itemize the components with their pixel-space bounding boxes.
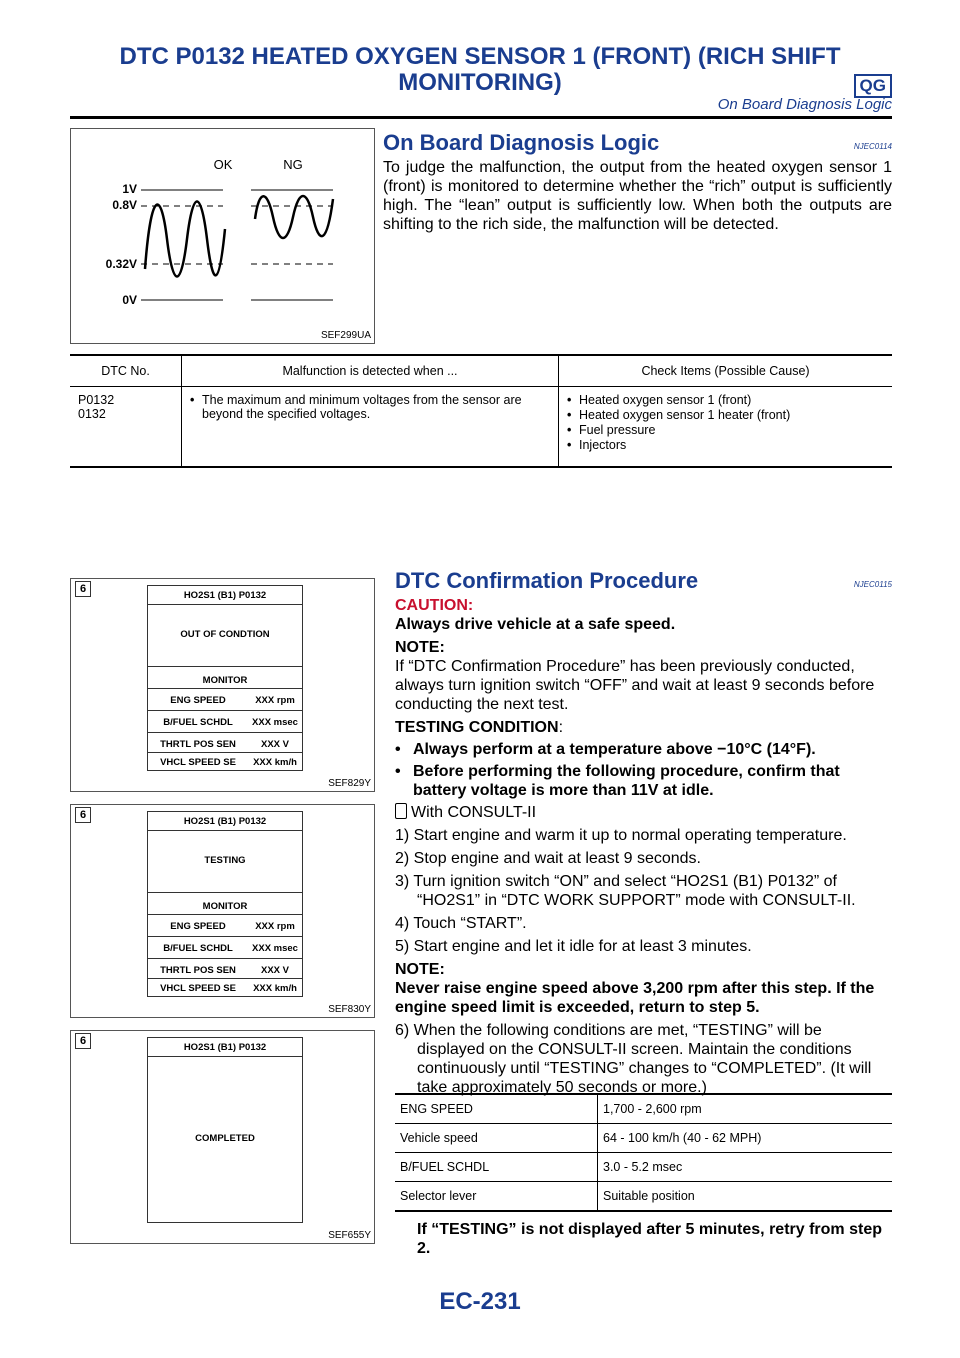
screen-figure-2: [70, 804, 375, 1018]
figure-number: 6: [75, 1033, 91, 1049]
table-row: [148, 688, 302, 709]
caution-text: Always drive vehicle at a safe speed.: [395, 616, 676, 633]
screen-title: HO2S1 (B1) P0132: [183, 816, 267, 827]
consult-screen-1: [147, 585, 303, 771]
table-row: [395, 1094, 892, 1124]
consult-screen-3: [147, 1037, 303, 1223]
cause-item: Fuel pressure: [579, 423, 656, 437]
cause-item: Heated oxygen sensor 1 (front): [579, 393, 752, 407]
section2-body: [395, 596, 892, 1097]
condition-temp: Always perform at a temperature above −10°C (14°F).: [413, 741, 816, 758]
section2-tag: NJEC0115: [853, 580, 892, 589]
col-malfunction: Malfunction is detected when ...: [182, 355, 559, 387]
status-area: [148, 830, 302, 893]
header-subtitle: On Board Diagnosis Logic: [717, 96, 892, 113]
param-value: XXX msec: [252, 943, 298, 954]
list-item: 5) Start engine and let it idle for at least 3 minutes.: [395, 938, 752, 955]
ng-waveform: [255, 196, 333, 238]
screen-title: HO2S1 (B1) P0132: [183, 1042, 267, 1053]
param-label: THRTL POS SEN: [160, 739, 236, 750]
table-row: [148, 914, 302, 935]
param-label: VHCL SPEED SE: [160, 757, 236, 768]
ng-label: NG: [283, 157, 303, 172]
bullet-icon: •: [395, 741, 401, 758]
testing-label: TESTING CONDITION: [395, 719, 559, 736]
model-badge: QG: [854, 74, 892, 98]
cond-item: Vehicle speed: [395, 1124, 598, 1153]
param-label: VHCL SPEED SE: [160, 983, 236, 994]
label-1v: 1V: [122, 182, 137, 196]
section2-title: DTC Confirmation Procedure: [395, 568, 699, 593]
note1-label: NOTE:: [395, 639, 445, 656]
param-value: XXX km/h: [253, 983, 297, 994]
monitor-row: [148, 666, 302, 687]
table-row: [395, 1153, 892, 1182]
param-label: B/FUEL SCHDL: [163, 943, 233, 954]
bullet-icon: •: [567, 438, 572, 452]
figure-caption: SEF830Y: [328, 1004, 371, 1015]
cond-value: 64 - 100 km/h (40 - 62 MPH): [598, 1124, 893, 1153]
condition-battery: Before performing the following procedure, confirm that battery voltage is more than 11V at idle.: [413, 763, 840, 799]
section1-tag: NJEC0114: [853, 142, 892, 151]
section2-heading: [395, 568, 892, 594]
bullet-icon: •: [395, 763, 401, 780]
param-value: XXX rpm: [255, 695, 295, 706]
section1-heading: [383, 130, 892, 156]
screen-status: COMPLETED: [195, 1133, 255, 1144]
param-label: ENG SPEED: [170, 695, 226, 706]
label-032v: 0.32V: [105, 257, 137, 271]
note2-text: Never raise engine speed above 3,200 rpm after this step. If the engine speed limit is exceeded, return to step 5.: [395, 980, 875, 1016]
col-dtc-no: DTC No.: [70, 355, 182, 387]
malfunction-text: The maximum and minimum voltages from the sensor are beyond the specified voltages.: [202, 393, 522, 421]
cause-item: Heated oxygen sensor 1 heater (front): [579, 408, 791, 422]
consult-screen-2: [147, 811, 303, 997]
table-row: [148, 710, 302, 731]
ok-waveform: [145, 202, 225, 277]
cond-item: B/FUEL SCHDL: [395, 1153, 598, 1182]
table-row: [148, 732, 302, 753]
waveform-figure: [70, 128, 375, 344]
steps-list: [395, 826, 892, 956]
table-row: [148, 752, 302, 771]
table-row: [395, 1182, 892, 1212]
table-row: [148, 958, 302, 979]
consult-heading: [395, 803, 892, 822]
header-rule: [70, 116, 892, 119]
causes-cell: [559, 387, 893, 468]
cond-item: ENG SPEED: [395, 1094, 598, 1124]
figure-number: 6: [75, 581, 91, 597]
dtc-code: P0132: [78, 393, 115, 407]
param-value: XXX rpm: [255, 921, 295, 932]
status-area: [148, 604, 302, 667]
screen-figure-1: [70, 578, 375, 792]
bullet-icon: •: [567, 393, 572, 407]
table-row: [70, 387, 892, 468]
list-item: 3) Turn ignition switch “ON” and select “HO2S1 (B1) P0132” of “HO2S1” in “DTC WORK SUPPORT” mode with CONSULT-II.: [395, 873, 856, 909]
param-label: B/FUEL SCHDL: [163, 717, 233, 728]
cond-value: 1,700 - 2,600 rpm: [598, 1094, 893, 1124]
diagnosis-table: [70, 354, 892, 468]
ok-label: OK: [213, 157, 233, 172]
dtc-cell: [70, 387, 182, 468]
screen-title: HO2S1 (B1) P0132: [183, 590, 267, 601]
page-title-line2: MONITORING): [398, 69, 562, 96]
param-value: XXX msec: [252, 717, 298, 728]
monitor-row: [148, 892, 302, 913]
monitor-label: MONITOR: [202, 901, 248, 912]
cond-item: Selector lever: [395, 1182, 598, 1212]
monitor-label: MONITOR: [202, 675, 248, 686]
param-label: ENG SPEED: [170, 921, 226, 932]
col-check-items: Check Items (Possible Cause): [559, 355, 893, 387]
figure-caption: SEF829Y: [328, 778, 371, 789]
bullet-icon: •: [567, 408, 572, 422]
note2-label: NOTE:: [395, 961, 445, 978]
cause-item: Injectors: [579, 438, 627, 452]
conditions-table: [395, 1093, 892, 1212]
bullet-icon: •: [567, 423, 572, 437]
testing-condition: TESTING CONDITION:: [395, 719, 564, 736]
cond-value: Suitable position: [598, 1182, 893, 1212]
list-item: 1) Start engine and warm it up to normal operating temperature.: [395, 827, 847, 844]
label-08v: 0.8V: [112, 198, 137, 212]
screen-status: TESTING: [204, 855, 246, 866]
figure-caption: SEF655Y: [328, 1230, 371, 1241]
consult-label: With CONSULT-II: [411, 804, 537, 821]
screen-figure-3: [70, 1030, 375, 1244]
screen-status: OUT OF CONDTION: [180, 629, 270, 640]
malfunction-cell: [182, 387, 559, 468]
table-row: [148, 936, 302, 957]
list-item: 6) When the following conditions are met, “TESTING” will be displayed on the CONSULT-II screen. Maintain the conditions continuously until “TESTING” changes to “COMPLETED”. (It will take approximately 50 seconds or more.): [395, 1022, 872, 1096]
figure-caption: SEF299UA: [320, 330, 371, 341]
consult-icon: [395, 803, 407, 819]
figure-number: 6: [75, 807, 91, 823]
caution-label: CAUTION:: [395, 597, 474, 614]
param-value: XXX V: [261, 739, 289, 750]
section1-title: On Board Diagnosis Logic: [383, 130, 660, 155]
table-row: [395, 1124, 892, 1153]
section1-body: To judge the malfunction, the output from the heated oxygen sensor 1 (front) is monitored to determine whether the “rich” output is sufficiently high. The “lean” output is sufficiently low. When both the outputs are shifting to the rich side, the malfunction will be detected.: [383, 159, 892, 233]
retry-text: If “TESTING” is not displayed after 5 minutes, retry from step 2.: [417, 1221, 882, 1257]
label-0v: 0V: [122, 293, 137, 307]
bullet-icon: •: [190, 393, 195, 407]
list-item: 2) Stop engine and wait at least 9 seconds.: [395, 850, 701, 867]
param-value: XXX V: [261, 965, 289, 976]
waveform-diagram: [71, 129, 374, 343]
table-row: [148, 978, 302, 997]
dtc-code-alt: 0132: [78, 407, 106, 421]
list-item: 4) Touch “START”.: [395, 915, 527, 932]
page-number: EC-231: [439, 1288, 521, 1315]
param-value: XXX km/h: [253, 757, 297, 768]
note1-text: If “DTC Confirmation Procedure” has been previously conducted, always turn ignition switch “OFF” and wait at least 9 seconds before conducting the next test.: [395, 658, 875, 713]
status-area: [148, 1056, 302, 1223]
page-title: [0, 44, 960, 96]
page-title-line1: DTC P0132 HEATED OXYGEN SENSOR 1 (FRONT) (RICH SHIFT: [119, 43, 841, 70]
param-label: THRTL POS SEN: [160, 965, 236, 976]
cond-value: 3.0 - 5.2 msec: [598, 1153, 893, 1182]
